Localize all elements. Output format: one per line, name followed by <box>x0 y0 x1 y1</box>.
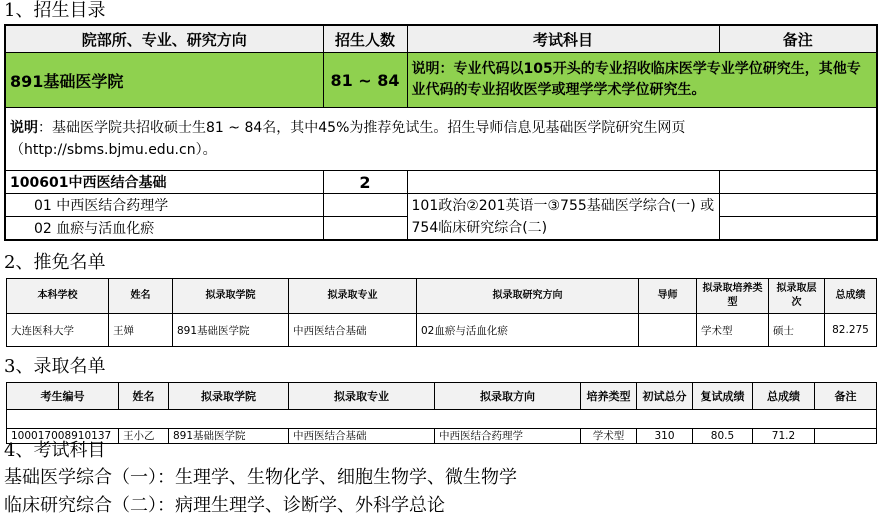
col-header-college: 拟录取学院 <box>169 383 289 410</box>
section-title-admit: 3、录取名单 <box>4 356 106 377</box>
description-label: 说明 <box>10 120 38 136</box>
col-header-training-type: 拟录取培养类型 <box>697 279 769 314</box>
col-header-department: 院部所、专业、研究方向 <box>5 25 323 53</box>
enrollment-catalog-table <box>4 24 878 241</box>
description-text: ：基础医学院共招收硕士生81 ~ 84名，其中45%为推荐免试生。招生导师信息见基础医学院研究生网页（http://sbms.bjmu.edu.cn）。 <box>10 120 686 158</box>
cell-total-score: 71.2 <box>753 429 815 444</box>
direction-item: 01 中西医结合药理学 <box>5 194 323 217</box>
section-title-subjects: 4、考试科目 <box>4 440 106 461</box>
cell-major: 中西医结合基础 <box>289 314 417 347</box>
cell-training-type: 学术型 <box>697 314 769 347</box>
major-quota: 2 <box>323 171 407 194</box>
col-header-name: 姓名 <box>119 383 169 410</box>
cell-initial-score: 310 <box>637 429 693 444</box>
col-header-direction: 拟录取方向 <box>435 383 581 410</box>
col-header-exam: 考试科目 <box>407 25 719 53</box>
cell-direction: 中西医结合药理学 <box>435 429 581 444</box>
direction-item: 02 血瘀与活血化瘀 <box>5 217 323 241</box>
section-title-catalog: 1、招生目录 <box>4 0 106 21</box>
col-header-direction: 拟录取研究方向 <box>417 279 639 314</box>
col-header-level: 拟录取层次 <box>769 279 825 314</box>
col-header-quota: 招生人数 <box>323 25 407 53</box>
recommend-list-table <box>6 278 877 347</box>
col-header-name: 姓名 <box>109 279 173 314</box>
col-header-major: 拟录取专业 <box>289 279 417 314</box>
col-header-school: 本科学校 <box>7 279 109 314</box>
cell-school: 大连医科大学 <box>7 314 109 347</box>
cell-direction: 02血瘀与活血化瘀 <box>417 314 639 347</box>
col-header-major: 拟录取专业 <box>289 383 435 410</box>
direction-quota-cell <box>323 217 407 241</box>
table-row <box>7 314 877 347</box>
cell-advisor <box>639 314 697 347</box>
cell-major: 中西医结合基础 <box>289 429 435 444</box>
cell-notes <box>815 429 877 444</box>
cell-level: 硕士 <box>769 314 825 347</box>
direction-quota-cell <box>323 194 407 217</box>
col-header-training-type: 培养类型 <box>581 383 637 410</box>
department-description <box>5 108 877 171</box>
subject-line-clinical-research: 临床研究综合（二）：病理生理学、诊断学、外科学总论 <box>4 495 445 516</box>
admission-list-table <box>6 382 877 444</box>
subject-line-basic-medicine: 基础医学综合（一）：生理学、生物化学、细胞生物学、微生物学 <box>4 467 517 488</box>
department-quota: 81 ~ 84 <box>323 53 407 108</box>
direction-notes-cell <box>719 217 877 241</box>
direction-notes-cell <box>719 194 877 217</box>
spacer-row <box>7 410 877 429</box>
cell-retest-score: 80.5 <box>693 429 753 444</box>
col-header-total-score: 总成绩 <box>753 383 815 410</box>
cell-total-score: 82.275 <box>825 314 877 347</box>
cell-training-type: 学术型 <box>581 429 637 444</box>
col-header-total-score: 总成绩 <box>825 279 877 314</box>
major-name: 100601中西医结合基础 <box>5 171 323 194</box>
col-header-notes: 备注 <box>815 383 877 410</box>
col-header-advisor: 导师 <box>639 279 697 314</box>
cell-exam-id: 100017008910137 <box>7 429 119 444</box>
major-exam-cell <box>407 171 719 194</box>
col-header-notes: 备注 <box>719 25 877 53</box>
cell-college: 891基础医学院 <box>169 429 289 444</box>
col-header-exam-id: 考生编号 <box>7 383 119 410</box>
col-header-college: 拟录取学院 <box>173 279 289 314</box>
exam-subjects: 101政治②201英语一③755基础医学综合(一) 或 754临床研究综合(二) <box>407 194 719 241</box>
col-header-initial-score: 初试总分 <box>637 383 693 410</box>
table-row <box>7 429 877 444</box>
major-notes-cell <box>719 171 877 194</box>
department-name: 891基础医学院 <box>5 53 323 108</box>
cell-name: 王小乙 <box>119 429 169 444</box>
department-note: 说明：专业代码以105开头的专业招收临床医学专业学位研究生，其他专业代码的专业招收医学或理学学术学位研究生。 <box>407 53 877 108</box>
col-header-retest-score: 复试成绩 <box>693 383 753 410</box>
cell-college: 891基础医学院 <box>173 314 289 347</box>
cell-name: 王婵 <box>109 314 173 347</box>
section-title-recommend: 2、推免名单 <box>4 252 106 273</box>
